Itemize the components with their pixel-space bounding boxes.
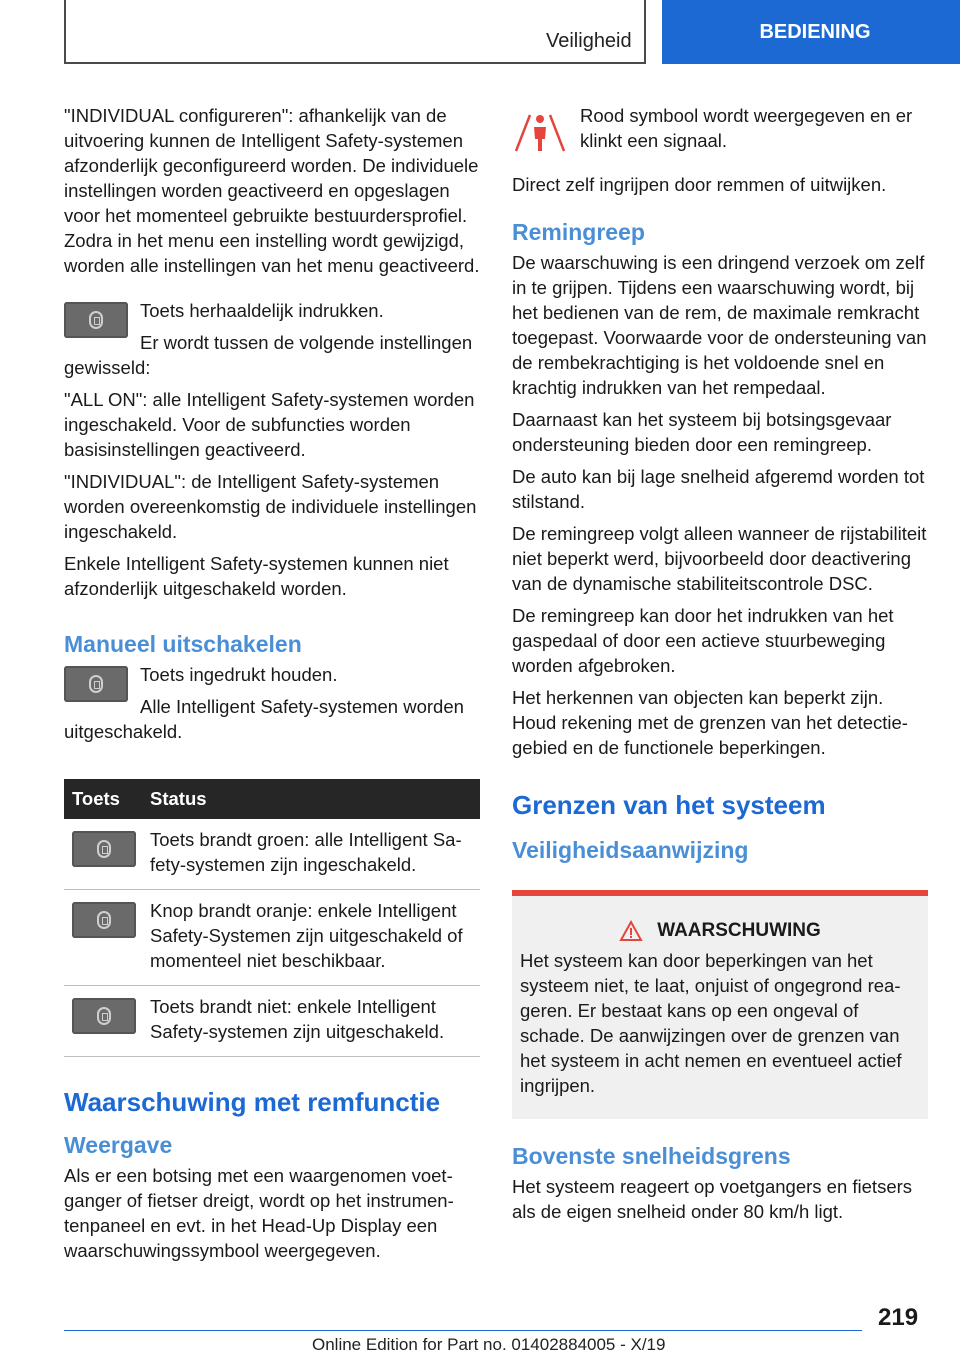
brake-paragraph-1: De waarschuwing is een dringend verzoek om zelf in te grijpen. Tijdens een waarschuwing wordt, bij het bedienen van de rem, de maximale remkracht toegepast. Voorwaarde voor de ondersteuning van de rembekrachtiging is het voldoende snel en krachtig indrukken van het rempedaal. (512, 252, 927, 398)
warning-text: Het systeem kan door beperkingen van het systeem niet, te laat, onjuist of ongegrond reageren. Er bestaat kans op een ongeval of schade. De aanwijzingen over de grenzen van het systeem in acht nemen en eventueel actief ingrijpen. (520, 950, 902, 1096)
table-header-key: Toets (64, 779, 142, 819)
individual-text: "INDIVIDUAL": de Intelligent Safety-systemen worden overeenkomstig de individuele instellingen ingeschakeld. (64, 471, 477, 542)
some-systems-text: Enkele Intelligent Safety-systemen kunnen niet afzonderlijk uitgeschakeld worden. (64, 553, 449, 599)
table-status-cell: Toets brandt niet: enkele Intelligent Safety-systemen zijn uitgeschakeld. (142, 986, 480, 1057)
footer-divider (64, 1330, 862, 1331)
warning-box (512, 890, 928, 1119)
left-column (64, 103, 480, 1270)
table-status-cell: Toets brandt groen: alle Intelligent Safety-systemen zijn ingeschakeld. (142, 819, 480, 890)
safety-button-image (64, 666, 128, 702)
table-row (64, 986, 480, 1057)
safety-button-icon (89, 675, 103, 693)
switch-text: Er wordt tussen de volgende instellingen gewisseld: (64, 332, 473, 378)
warning-brake-heading: Waarschuwing met remfunctie (64, 1087, 441, 1117)
hold-text: Toets ingedrukt houden. (140, 664, 338, 685)
hold-block (64, 662, 480, 751)
table-row (64, 819, 480, 890)
red-symbol-text: Rood symbool wordt weergegeven en er klinkt een signaal. (580, 105, 913, 151)
safety-button-icon (97, 840, 111, 858)
warning-title (520, 920, 920, 942)
table-header-status: Status (142, 779, 480, 819)
safety-button-image (72, 998, 136, 1034)
intervene-text: Direct zelf ingrijpen door remmen of uitwijken. (512, 174, 887, 195)
brake-paragraph-4: De remingreep volgt alleen wanneer de rijstabiliteit niet beperkt werd, bijvoorbeeld door deactivering van de dynamische stabiliteitscontrole DSC. (512, 523, 927, 594)
intro-paragraph: "INDIVIDUAL configureren": afhankelijk van de uitvoering kunnen de Intelligent Safety-systemen afzonderlijk geconfigureerd worden. De individuele instellingen worden geactiveerd en opgeslagen voor het momenteel gebruikte bestuurdersprofiel. Zodra in het menu een instelling wordt gewijzigd, worden alle instellingen van het menu geactiveerd. (64, 105, 480, 276)
safety-button-icon (97, 1007, 111, 1025)
all-off-text: Alle Intelligent Safety-systemen worden uitgeschakeld. (64, 696, 464, 742)
press-repeat-text: Toets herhaaldelijk indrukken. (140, 300, 384, 321)
speed-heading: Bovenste snelheidsgrens (512, 1143, 791, 1169)
speed-text: Het systeem reageert op voetgangers en fietsers als de eigen snelheid onder 80 km/h ligt. (512, 1176, 913, 1222)
press-repeat-block (64, 298, 480, 387)
table-row (64, 890, 480, 986)
pedestrian-warning-icon (512, 107, 568, 155)
safety-button-icon (97, 911, 111, 929)
brake-paragraph-3: De auto kan bij lage snelheid afgeremd worden tot stilstand. (512, 466, 925, 512)
all-on-text: "ALL ON": alle Intelligent Safety-systemen worden ingeschakeld. Voor de subfuncties worden basisinstellingen geactiveerd. (64, 389, 475, 460)
right-column (512, 103, 928, 1231)
red-symbol-block (512, 103, 928, 160)
header-section-title: Veiligheid (546, 30, 632, 52)
status-table (64, 779, 480, 1057)
header-chapter-tab[interactable]: BEDIENING (662, 0, 960, 64)
warning-title-text: WAARSCHUWING (657, 920, 821, 941)
table-header-row (64, 779, 480, 819)
brake-heading: Remingreep (512, 219, 645, 245)
display-heading: Weergave (64, 1132, 173, 1158)
warning-triangle-icon (619, 920, 643, 942)
footer-edition: Online Edition for Part no. 01402884005 - X/19 (312, 1335, 666, 1354)
manual-off-heading: Manueel uitschakelen (64, 631, 302, 657)
table-status-cell: Knop brandt oranje: enkele Intelligent Safety-Systemen zijn uitgeschakeld of momenteel niet beschikbaar. (142, 890, 480, 986)
brake-paragraph-5: De remingreep kan door het indrukken van het gaspedaal of door een actieve stuurbeweging worden afgebroken. (512, 605, 894, 676)
safety-button-image (72, 902, 136, 938)
safety-button-image (64, 302, 128, 338)
table-icon-cell (64, 890, 142, 986)
display-text: Als er een botsing met een waargenomen voetganger of fietser dreigt, wordt op het instrumentenpaneel en evt. in het Head-Up Display een waarschuwingssymbool weergegeven. (64, 1165, 454, 1261)
safety-heading: Veiligheidsaanwijzing (512, 837, 749, 863)
table-icon-cell (64, 819, 142, 890)
page-number: 219 (878, 1304, 919, 1331)
brake-paragraph-6: Het herkennen van objecten kan beperkt zijn. Houd rekening met de grenzen van het detectiegebied en de functionele beperkingen. (512, 687, 908, 758)
brake-paragraph-2: Daarnaast kan het systeem bij botsingsgevaar ondersteuning bieden door een remingreep. (512, 409, 892, 455)
safety-button-icon (89, 311, 103, 329)
table-icon-cell (64, 986, 142, 1057)
safety-button-image (72, 831, 136, 867)
limits-heading: Grenzen van het systeem (512, 790, 826, 820)
